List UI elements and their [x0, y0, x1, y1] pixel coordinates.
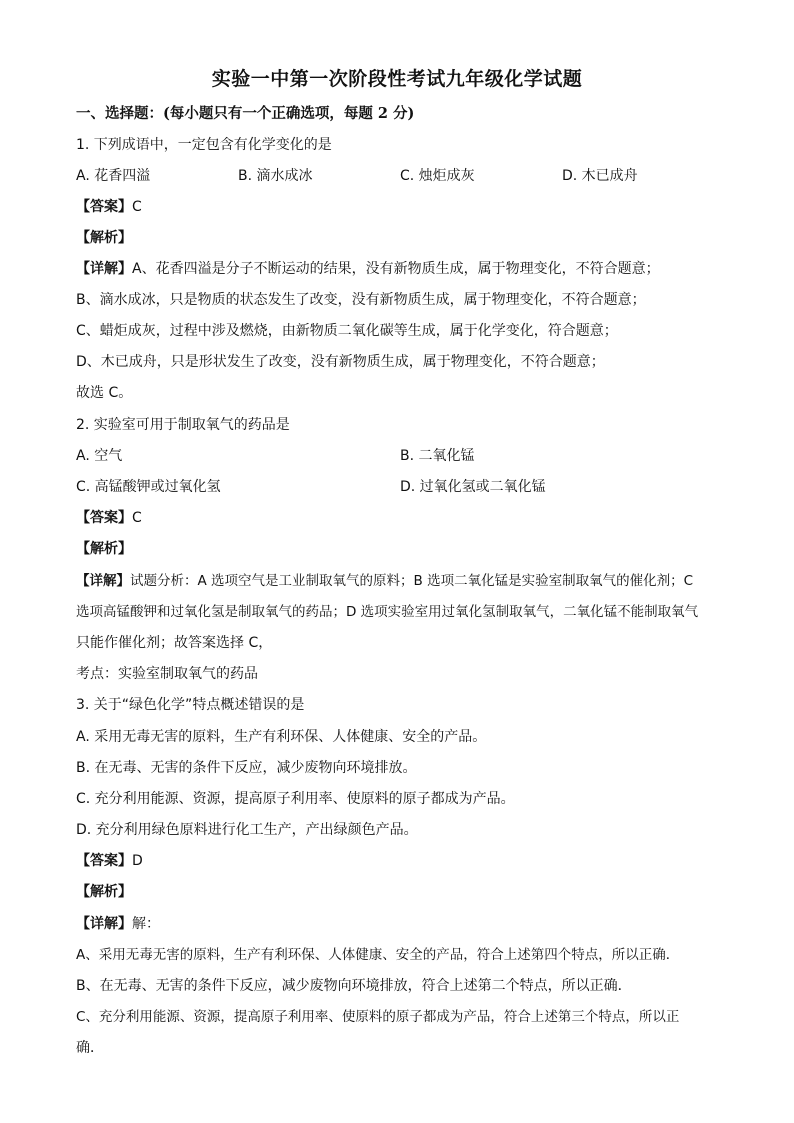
- q2-answer: [76, 508, 726, 528]
- q2-option-c: C. 高锰酸钾或过氧化氢: [76, 479, 221, 495]
- q1-conclusion: 故选 C。: [76, 385, 133, 401]
- q3-detail-line: 确．: [76, 1040, 104, 1056]
- q2-option-a: A. 空气: [76, 448, 123, 464]
- q1-detail-line: D、木已成舟，只是形状发生了改变，没有新物质生成，属于物理变化，不符合题意；: [76, 354, 605, 370]
- q1-option-c: C. 烛炬成灰: [400, 168, 475, 184]
- answer-tag: 【答案】: [76, 853, 132, 869]
- answer-value: D: [132, 853, 143, 869]
- q3-detail-head: [76, 914, 726, 934]
- answer-tag: 【答案】: [76, 510, 132, 526]
- q3-option-d: D. 充分利用绿色原料进行化工生产，产出绿颜色产品。: [76, 822, 418, 838]
- q3-detail-line: C、充分利用能源、资源，提高原子利用率、使原料的原子都成为产品，符合上述第三个特点，所以正: [76, 1009, 680, 1025]
- q2-analysis: [76, 539, 726, 559]
- answer-value: C: [132, 199, 142, 215]
- q2-option-b: B. 二氧化锰: [400, 448, 475, 464]
- q2-kaodian: 考点：实验室制取氧气的药品: [76, 666, 258, 682]
- q1-stem: 1. 下列成语中，一定包含有化学变化的是: [76, 137, 332, 153]
- q1-analysis: [76, 228, 726, 248]
- q3-analysis: [76, 882, 726, 902]
- analysis-tag: 【解析】: [76, 884, 132, 900]
- detail-tag: 【详解】: [76, 573, 130, 589]
- q2-detail-line: 选项高锰酸钾和过氧化氢是制取氧气的药品；D 选项实验室用过氧化氢制取氧气，二氧化锰不能制取氧气: [76, 604, 699, 620]
- answer-tag: 【答案】: [76, 199, 132, 215]
- detail-text: 解：: [132, 916, 160, 932]
- q3-option-c: C. 充分利用能源、资源，提高原子利用率、使原料的原子都成为产品。: [76, 791, 515, 807]
- q3-option-b: B. 在无毒、无害的条件下反应，减少废物向环境排放。: [76, 760, 417, 776]
- q1-detail-line: [76, 259, 726, 279]
- detail-tag: 【详解】: [76, 916, 132, 932]
- q3-detail-line: B、在无毒、无害的条件下反应，减少废物向环境排放，符合上述第二个特点，所以正确．: [76, 978, 632, 994]
- q1-detail-line: B、滴水成冰，只是物质的状态发生了改变，没有新物质生成，属于物理变化，不符合题意；: [76, 292, 646, 308]
- q2-stem: 2. 实验室可用于制取氧气的药品是: [76, 417, 290, 433]
- q3-answer: [76, 851, 726, 871]
- q3-stem: 3. 关于“绿色化学”特点概述错误的是: [76, 697, 305, 713]
- analysis-tag: 【解析】: [76, 541, 132, 557]
- q3-option-a: A. 采用无毒无害的原料，生产有利环保、人体健康、安全的产品。: [76, 729, 487, 745]
- detail-text: A、花香四溢是分子不断运动的结果，没有新物质生成，属于物理变化，不符合题意；: [132, 261, 660, 277]
- q1-option-d: D. 木已成舟: [562, 168, 638, 184]
- detail-text: 试题分析：A 选项空气是工业制取氧气的原料；B 选项二氧化锰是实验室制取氧气的催化剂；C: [130, 573, 694, 589]
- q3-detail-line: A、采用无毒无害的原料，生产有利环保、人体健康、安全的产品，符合上述第四个特点，所以正确．: [76, 947, 680, 963]
- section-heading: 一、选择题：(每小题只有一个正确选项，每题 2 分): [76, 105, 415, 122]
- q1-answer: [76, 197, 726, 217]
- q2-option-d: D. 过氧化氢或二氧化锰: [400, 479, 546, 495]
- q1-option-b: B. 滴水成冰: [238, 168, 313, 184]
- q1-option-a: A. 花香四溢: [76, 168, 151, 184]
- q2-detail-line: [76, 571, 726, 591]
- answer-value: C: [132, 510, 142, 526]
- exam-title: 实验一中第一次阶段性考试九年级化学试题: [211, 68, 583, 90]
- q2-detail-line: 只能作催化剂；故答案选择 C，: [76, 635, 273, 651]
- analysis-tag: 【解析】: [76, 230, 132, 246]
- q1-detail-line: C、蜡炬成灰，过程中涉及燃烧，由新物质二氧化碳等生成，属于化学变化，符合题意；: [76, 323, 618, 339]
- detail-tag: 【详解】: [76, 261, 132, 277]
